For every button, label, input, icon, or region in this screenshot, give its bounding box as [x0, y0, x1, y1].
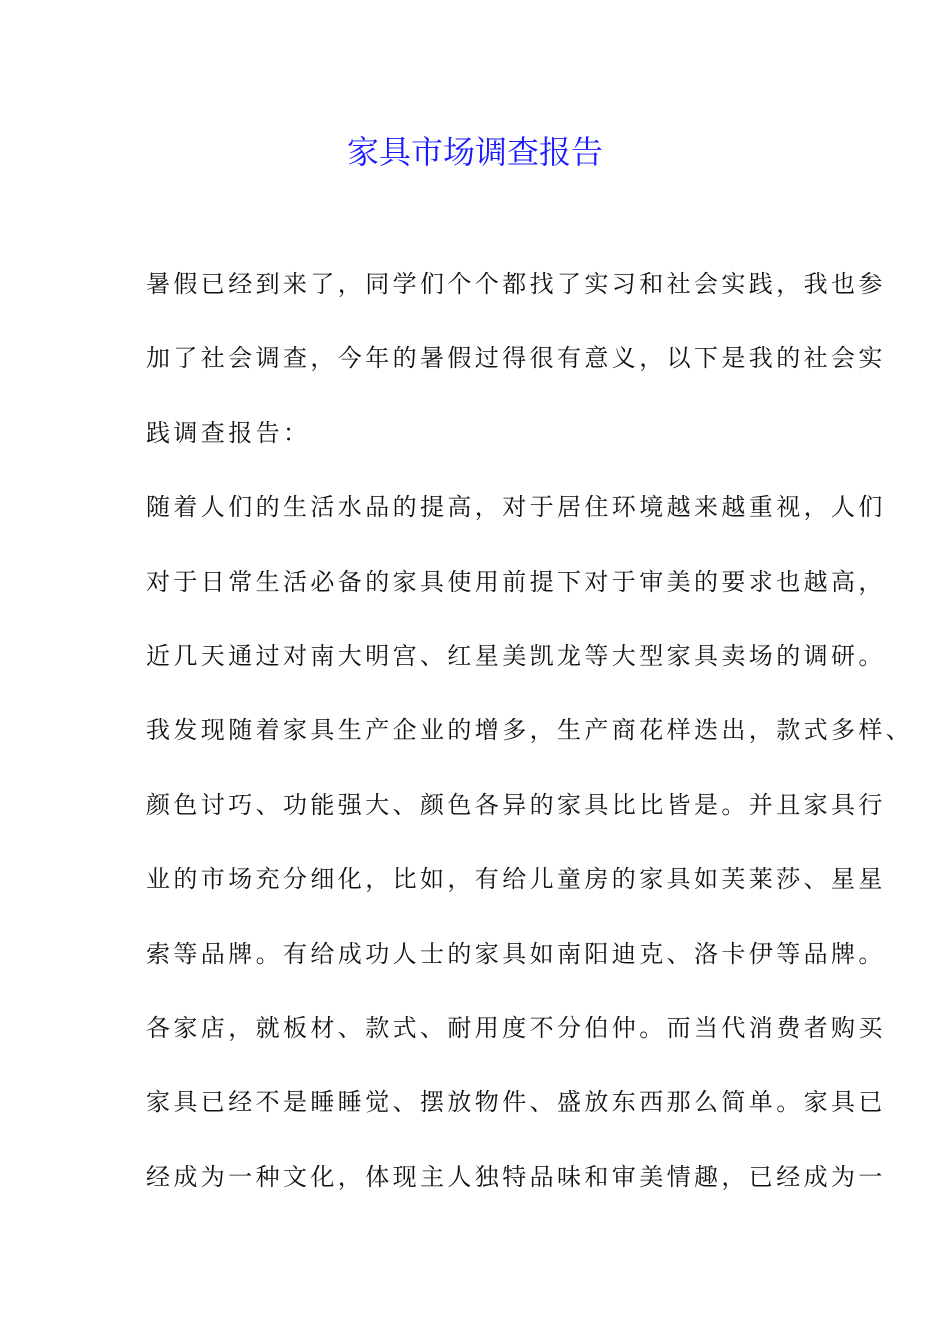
- body-line: 随着人们的生活水品的提高，对于居住环境越来越重视，人们: [146, 493, 886, 522]
- body-line: 家具已经不是睡睡觉、摆放物件、盛放东西那么简单。家具已: [146, 1088, 886, 1117]
- body-line: 践调查报告：: [146, 418, 311, 447]
- document-body: [146, 262, 914, 1229]
- body-line: 近几天通过对南大明宫、红星美凯龙等大型家具卖场的调研。: [146, 641, 886, 670]
- body-line: 我发现随着家具生产企业的增多，生产商花样迭出，款式多样、: [146, 716, 914, 745]
- document-title: 家具市场调查报告: [346, 133, 603, 171]
- body-line: 对于日常生活必备的家具使用前提下对于审美的要求也越高，: [146, 567, 886, 596]
- body-line: 索等品牌。有给成功人士的家具如南阳迪克、洛卡伊等品牌。: [146, 939, 886, 968]
- body-line: 加了社会调查，今年的暑假过得很有意义，以下是我的社会实: [146, 344, 886, 373]
- body-line: 各家店，就板材、款式、耐用度不分伯仲。而当代消费者购买: [146, 1013, 886, 1042]
- body-line: 经成为一种文化，体现主人独特品味和审美情趣，已经成为一: [146, 1162, 886, 1191]
- body-line: 暑假已经到来了，同学们个个都找了实习和社会实践，我也参: [146, 270, 886, 298]
- body-line: 业的市场充分细化，比如，有给儿童房的家具如芙莱莎、星星: [146, 865, 886, 894]
- body-line: 颜色讨巧、功能强大、颜色各异的家具比比皆是。并且家具行: [146, 790, 886, 819]
